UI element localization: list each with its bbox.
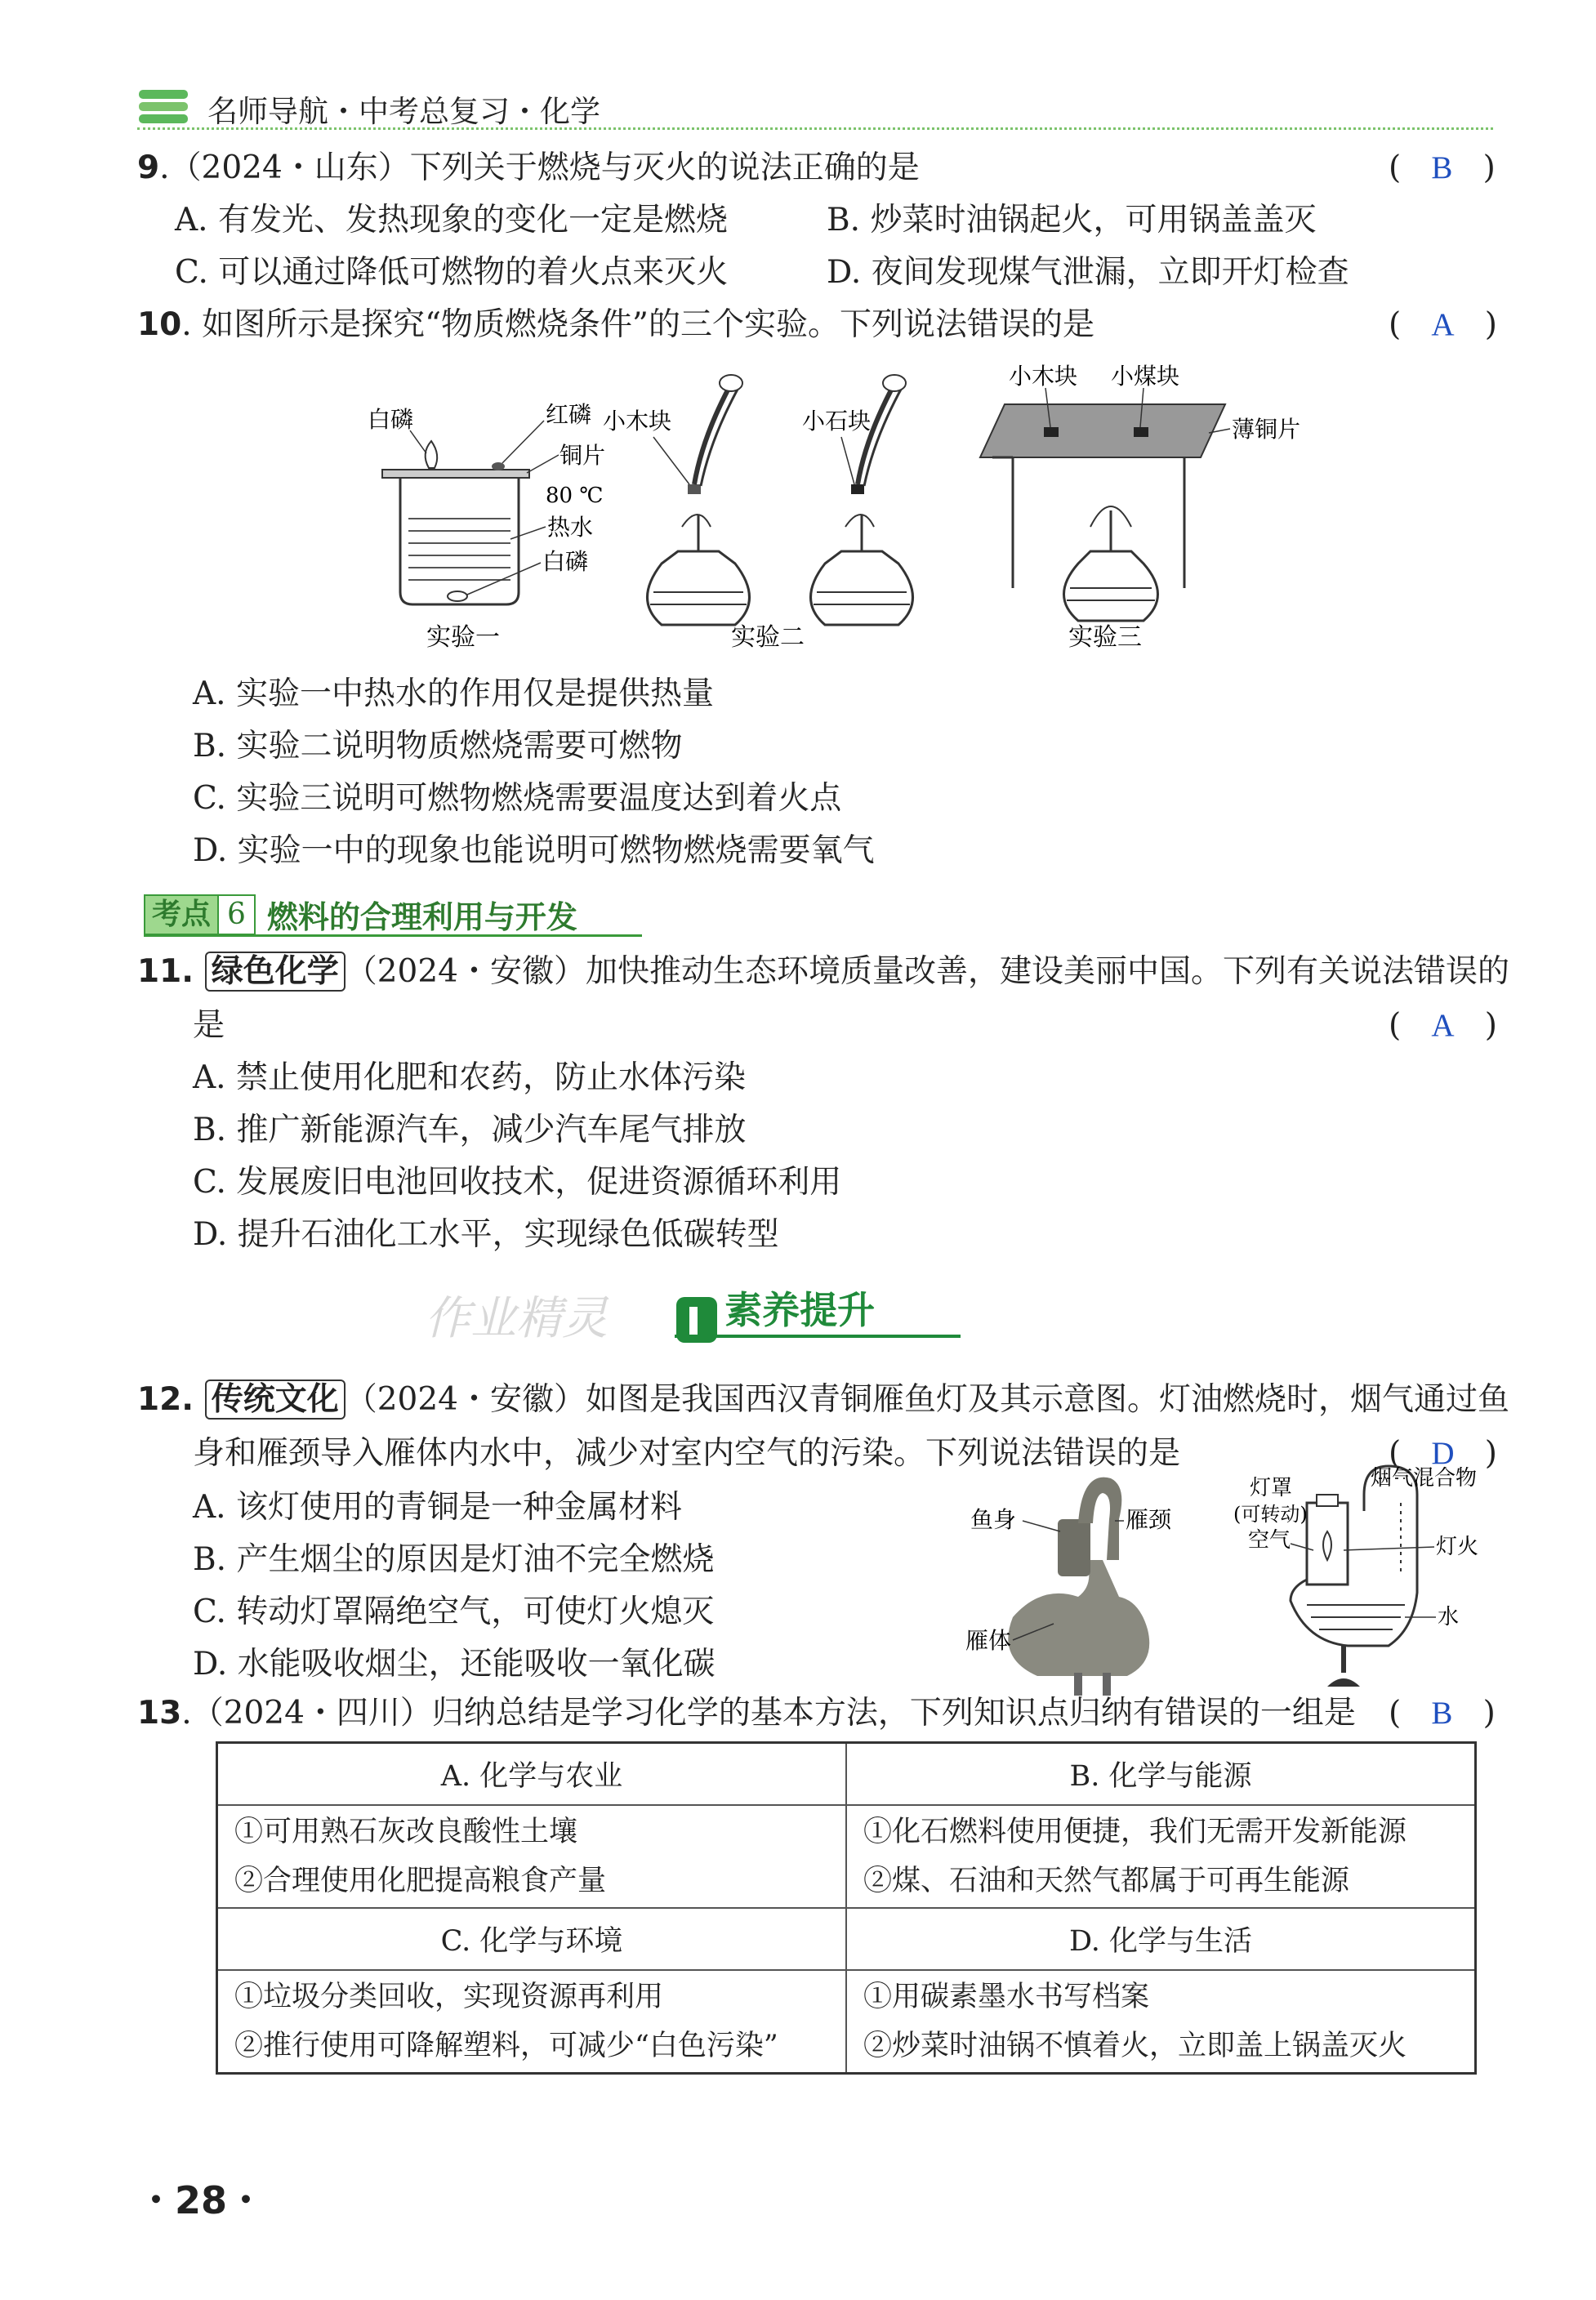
section-title: 燃料的合理利用与开发	[266, 899, 577, 935]
q9-option-c: C. 可以通过降低可燃物的着火点来灭火	[175, 254, 729, 291]
label-air: 空气	[1248, 1528, 1291, 1553]
q12-stem-line: 12. 传统文化 （2024・安徽）如图是我国西汉青铜雁鱼灯及其示意图。灯油燃烧时，烟气通过鱼	[137, 1381, 1509, 1418]
q10-answer: ( A )	[1389, 306, 1497, 343]
question-stem: （2024・安徽）加快推动生态环境质量改善，建设美丽中国。下列有关说法错误的	[345, 953, 1509, 990]
caption-exp1: 实验一	[426, 623, 500, 652]
q11-answer: ( A )	[1389, 1007, 1497, 1044]
table-header-b: B. 化学与能源	[846, 1743, 1476, 1806]
page-header	[137, 78, 1493, 136]
lamp-diagram	[1291, 1466, 1417, 1687]
table-cell-b: ①化石燃料使用便捷，我们无需开发新能源 ②煤、石油和天然气都属于可再生能源	[846, 1805, 1476, 1908]
q12-option-b: B. 产生烟尘的原因是灯油不完全燃烧	[193, 1541, 715, 1578]
question-stem: .（2024・山东）下列关于燃烧与灭火的说法正确的是	[159, 149, 920, 186]
q9-option-d: D. 夜间发现煤气泄漏，立即开灯检查	[827, 254, 1349, 291]
header-divider	[137, 127, 1493, 130]
section-heading-kaodian	[144, 892, 577, 934]
question-number: 12	[137, 1381, 182, 1418]
q12-figure	[964, 1462, 1503, 1699]
beaker	[400, 478, 519, 604]
question-stem: . 如图所示是探究“物质燃烧条件”的三个实验。下列说法错误的是	[181, 306, 1094, 343]
q9-option-b: B. 炒菜时油锅起火，可用锅盖盖灭	[827, 202, 1317, 238]
label-goose-body: 雁体	[965, 1627, 1012, 1654]
label-rotatable: (可转动)	[1233, 1503, 1308, 1526]
label-stone: 小石块	[802, 408, 872, 435]
q10-option-b: B. 实验二说明物质燃烧需要可燃物	[193, 728, 683, 764]
label-wood3: 小木块	[1009, 363, 1078, 390]
copper-plate	[382, 470, 529, 478]
q11-option-d: D. 提升石油化工水平，实现绿色低碳转型	[193, 1216, 779, 1253]
q10-option-c: C. 实验三说明可燃物燃烧需要温度达到着火点	[193, 780, 842, 817]
question-tag: 绿色化学	[205, 952, 346, 992]
q10-option-a: A. 实验一中热水的作用仅是提供热量	[193, 675, 714, 712]
section-label: 考点	[144, 894, 219, 935]
q12-answer: ( D )	[1389, 1435, 1497, 1472]
experiment-3	[980, 363, 1300, 652]
section-number: 6	[217, 894, 256, 935]
q13-table	[216, 1741, 1477, 2075]
table-cell-a: ①可用熟石灰改良酸性土壤 ②合理使用化肥提高粮食产量	[217, 1805, 847, 1908]
question-stem: （2024・安徽）如图是我国西汉青铜雁鱼灯及其示意图。灯油燃烧时，烟气通过鱼	[345, 1381, 1509, 1418]
q9-stem-line	[137, 149, 920, 188]
q12-stem-cont: 身和雁颈导入雁体内水中，减少对室内空气的污染。下列说法错误的是	[193, 1435, 1181, 1472]
watermark: 作业精灵	[425, 1292, 608, 1345]
page-number: ・28・	[137, 2178, 265, 2222]
q11-option-b: B. 推广新能源汽车，减少汽车尾气排放	[193, 1112, 747, 1148]
header-title: 名师导航・中考总复习・化学	[207, 94, 600, 129]
caption-exp3: 实验三	[1068, 623, 1142, 652]
question-tag: 传统文化	[205, 1380, 346, 1420]
table-cell-c: ①垃圾分类回收，实现资源再利用 ②推行使用可降解塑料，可减少“白色污染”	[217, 1970, 847, 2074]
q11-option-a: A. 禁止使用化肥和农药，防止水体污染	[193, 1059, 746, 1096]
label-flame: 灯火	[1436, 1535, 1479, 1559]
q11-stem-cont: 是	[193, 1007, 225, 1044]
section-underline	[675, 1335, 961, 1338]
section-title: 素养提升	[724, 1288, 876, 1332]
table-header-d: D. 化学与生活	[846, 1908, 1476, 1970]
label-copper: 铜片	[559, 442, 606, 469]
q13-answer: ( B )	[1389, 1695, 1496, 1732]
table-header-c: C. 化学与环境	[217, 1908, 847, 1970]
q10-stem-line	[137, 305, 1094, 345]
label-smoke: 烟气混合物	[1371, 1466, 1478, 1491]
section-underline	[144, 934, 642, 937]
label-hot-water: 热水	[547, 514, 594, 541]
q11-option-c: C. 发展废旧电池回收技术，促进资源循环利用	[193, 1164, 842, 1201]
label-shade: 灯罩	[1250, 1476, 1293, 1500]
header-logo-icon	[137, 87, 194, 127]
q9-option-a: A. 有发光、发热现象的变化一定是燃烧	[175, 202, 728, 238]
label-coal: 小煤块	[1111, 363, 1180, 390]
experiment-2	[603, 375, 913, 652]
section-heading-suyang	[675, 1281, 875, 1344]
table-cell-d: ①用碳素墨水书写档案 ②炒菜时油锅不慎着火，立即盖上锅盖灭火	[846, 1970, 1476, 2074]
q10-figure	[359, 363, 1323, 657]
label-goose-neck: 雁颈	[1126, 1506, 1172, 1533]
q12-option-d: D. 水能吸收烟尘，还能吸收一氧化碳	[193, 1646, 716, 1683]
q12-option-c: C. 转动灯罩隔绝空气，可使灯火熄灭	[193, 1594, 715, 1630]
q10-option-d: D. 实验一中的现象也能说明可燃物燃烧需要氧气	[193, 832, 875, 869]
label-white-p2: 白磷	[542, 548, 589, 575]
label-red-p: 红磷	[546, 401, 592, 428]
question-number: 11	[137, 953, 182, 990]
flame-icon	[426, 441, 438, 468]
label-wood: 小木块	[603, 408, 672, 435]
question-number: 10	[137, 306, 182, 343]
q9-answer: ( B )	[1389, 149, 1496, 186]
table-header-a: A. 化学与农业	[217, 1743, 847, 1806]
question-stem: .（2024・四川）归纳总结是学习化学的基本方法，下列知识点归纳有错误的一组是	[181, 1695, 1356, 1732]
question-number: 13	[137, 1695, 182, 1732]
label-fish-body: 鱼身	[970, 1506, 1017, 1533]
label-copper3: 薄铜片	[1232, 416, 1301, 443]
question-number: 9	[137, 149, 160, 186]
q11-stem-line: 11. 绿色化学 （2024・安徽）加快推动生态环境质量改善，建设美丽中国。下列有关说法错误的	[137, 953, 1509, 990]
q13-stem-line	[137, 1694, 1356, 1733]
label-white-p: 白磷	[368, 406, 414, 433]
experiment-1	[368, 401, 605, 652]
label-water: 水	[1438, 1605, 1460, 1629]
caption-exp2: 实验二	[731, 623, 805, 652]
q12-option-a: A. 该灯使用的青铜是一种金属材料	[193, 1489, 682, 1526]
label-temp: 80 ℃	[546, 484, 604, 508]
